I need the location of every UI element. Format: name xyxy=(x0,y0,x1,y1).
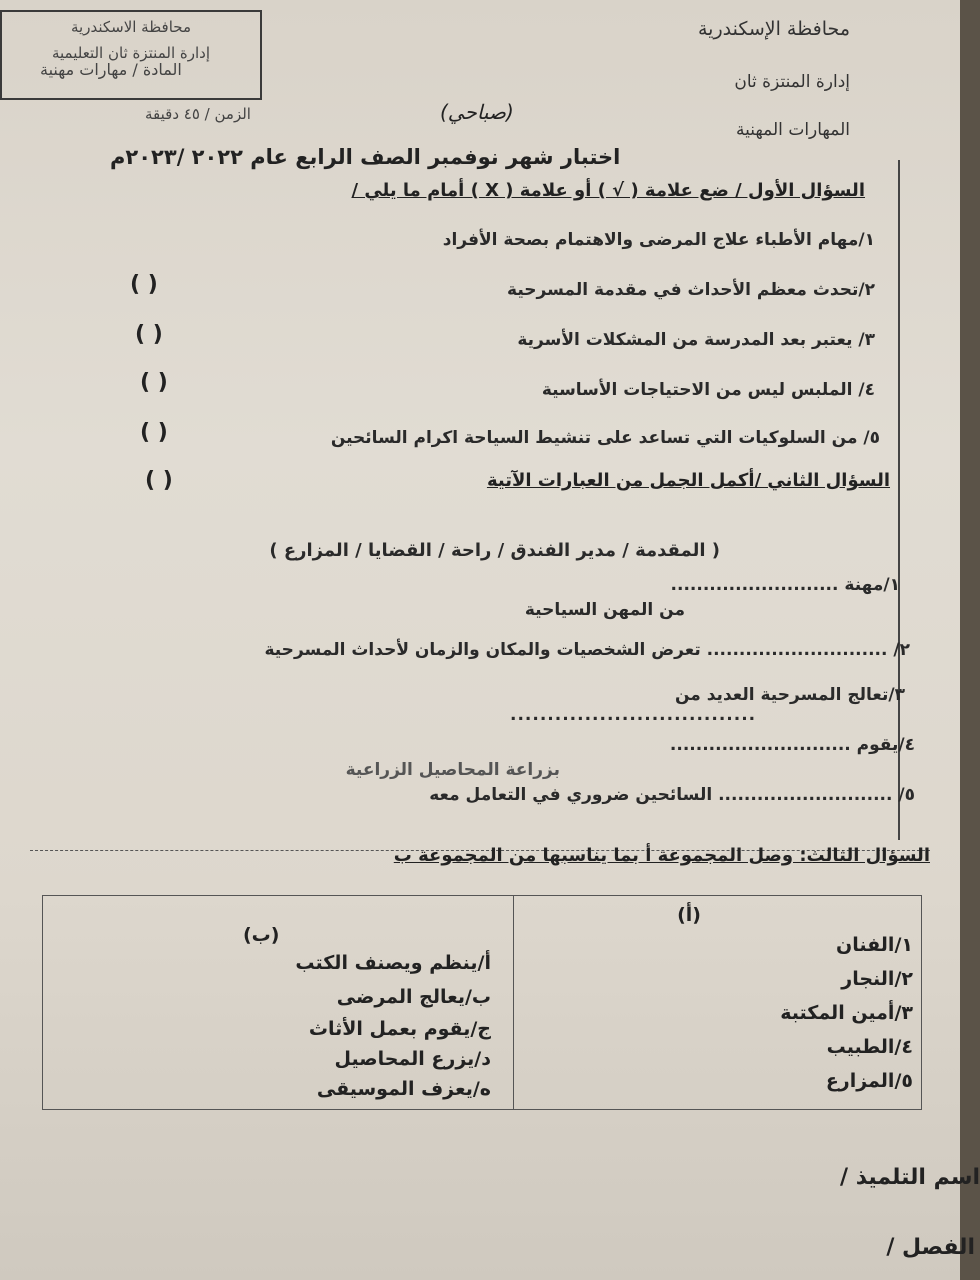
q2-item-3-dots: ................................. xyxy=(510,705,757,725)
q2-item-4-before: ٤/يقوم xyxy=(856,735,915,755)
matching-table xyxy=(42,895,922,1110)
session-label: (صباحي) xyxy=(440,100,514,124)
class-label: الفصل / xyxy=(886,1235,975,1260)
q1-answer-1: ( ) xyxy=(130,272,158,297)
q1-answer-2: ( ) xyxy=(135,322,163,347)
q2-item-4-after: بزراعة المحاصيل الزراعية xyxy=(345,760,560,780)
q1-item-4: ٤/ الملبس ليس من الاحتياجات الأساسية xyxy=(541,380,875,400)
subject-label: المادة / مهارات مهنية xyxy=(40,60,182,79)
q2-item-5-before: ٥/ xyxy=(898,785,915,805)
q1-answer-3: ( ) xyxy=(140,370,168,395)
col-b-item-5: ه/يعزف الموسيقى xyxy=(316,1078,491,1100)
exam-title: اختبار شهر نوفمبر الصف الرابع عام ٢٠٢٢ /٢٠٢٣م xyxy=(110,145,621,169)
col-a-item-1: ١/الفنان xyxy=(836,934,913,956)
col-a-item-4: ٤/الطبيب xyxy=(826,1036,913,1058)
q2-item-5-blank[interactable]: ........................... xyxy=(718,785,893,805)
q1-item-1: ١/مهام الأطباء علاج المرضى والاهتمام بصحة الأفراد xyxy=(442,230,875,250)
col-a-item-2: ٢/النجار xyxy=(841,968,913,990)
stamp-line-1: محافظة الاسكندرية xyxy=(70,18,191,36)
student-name-label: اسم التلميذ / xyxy=(840,1165,980,1190)
q2-item-4-blank[interactable]: ............................ xyxy=(669,735,851,755)
q2-item-5-after: السائحين ضروري في التعامل معه xyxy=(429,785,713,805)
time-label: الزمن / ٤٥ دقيقة xyxy=(145,105,251,123)
col-b-item-4: د/يزرع المحاصيل xyxy=(334,1048,491,1070)
q2-item-1-blank[interactable]: .......................... xyxy=(670,575,839,595)
col-b-item-2: ب/يعالج المرضى xyxy=(336,986,491,1008)
q2-word-bank: ( المقدمة / مدير الفندق / راحة / القضايا / المزارع ) xyxy=(269,540,720,561)
governorate: محافظة الإسكندرية xyxy=(697,18,850,40)
subject-name: المهارات المهنية xyxy=(735,120,850,140)
q3-title: السؤال الثالث: وصل المجموعة أ بما يناسبها من المجموعة ب xyxy=(393,845,930,866)
col-a-item-5: ٥/المزارع xyxy=(825,1070,913,1092)
official-stamp xyxy=(0,10,262,100)
q2-item-2-before: ٢/ xyxy=(893,640,910,660)
q2-item-1-before: ١/مهنة xyxy=(844,575,900,595)
q1-item-3: ٣/ يعتبر بعد المدرسة من المشكلات الأسرية xyxy=(517,330,875,350)
col-b-item-1: أ/ينظم ويصنف الكتب xyxy=(295,952,491,974)
q2-item-2 xyxy=(264,640,910,660)
table-divider xyxy=(513,896,514,1109)
col-a-header: (أ) xyxy=(677,904,701,926)
q2-item-1 xyxy=(671,575,900,595)
q2-title: السؤال الثاني /أكمل الجمل من العبارات الآتية xyxy=(486,470,890,491)
q2-item-4 xyxy=(670,735,915,755)
q2-item-3-blank[interactable] xyxy=(510,705,756,725)
q2-item-3: ٣/تعالج المسرحية العديد من xyxy=(675,685,905,705)
q1-item-2: ٢/تحدث معظم الأحداث في مقدمة المسرحية xyxy=(507,280,875,300)
q2-item-2-blank[interactable]: ............................ xyxy=(706,640,888,660)
administration: إدارة المنتزة ثان xyxy=(734,72,850,92)
q2-item-1-after: من المهن السياحية xyxy=(524,600,685,620)
q1-title: السؤال الأول / ضع علامة ( √ ) أو علامة ( X ) أمام ما يلي / xyxy=(351,180,865,201)
q1-answer-5: ( ) xyxy=(145,468,173,493)
q1-item-5: ٥/ من السلوكيات التي تساعد على تنشيط السياحة اكرام السائحين xyxy=(330,428,880,448)
stamp-line-2: إدارة المنتزة ثان التعليمية xyxy=(51,44,210,62)
q2-item-5 xyxy=(429,785,915,805)
q1-answer-4: ( ) xyxy=(140,420,168,445)
col-b-item-3: ج/يقوم بعمل الأثاث xyxy=(308,1018,491,1040)
col-a-item-3: ٣/أمين المكتبة xyxy=(780,1002,913,1024)
q2-item-2-after: تعرض الشخصيات والمكان والزمان لأحداث المسرحية xyxy=(264,640,701,660)
col-b-header: (ب) xyxy=(243,924,280,946)
